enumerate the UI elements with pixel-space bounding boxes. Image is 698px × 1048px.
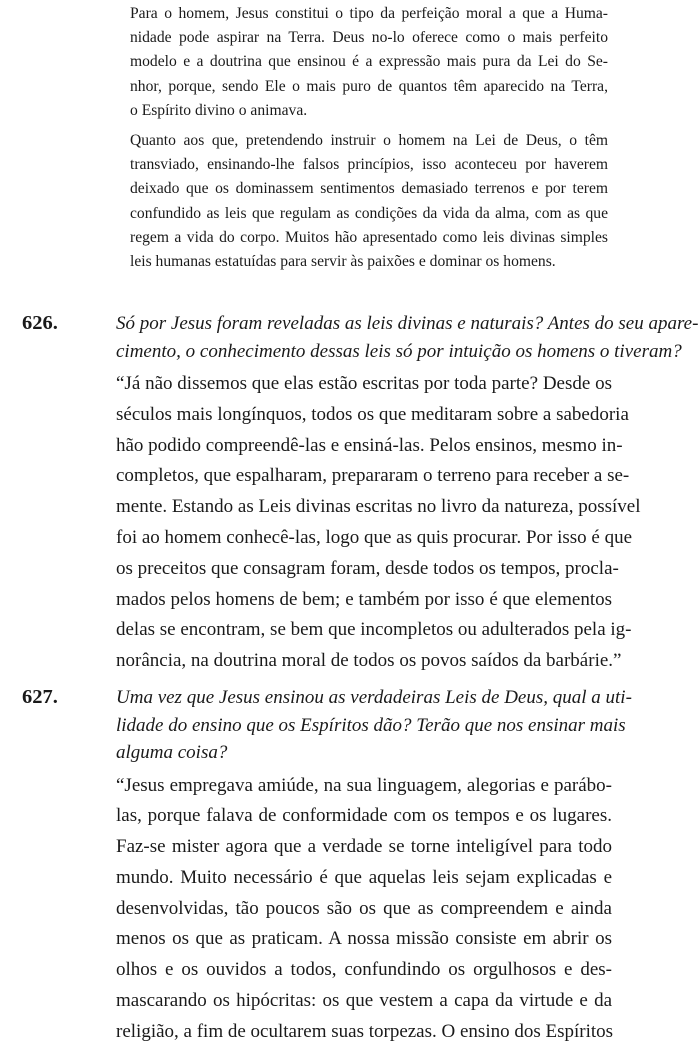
question-block-627 xyxy=(116,684,632,1048)
commentary-paragraph-2 xyxy=(130,129,608,274)
answer-line: Faz-se mister agora que a verdade se torne inteligível para todo xyxy=(116,836,612,858)
answer-line: “Jesus empregava amiúde, na sua linguagem, alegorias e parábo- xyxy=(116,774,612,796)
answer-line: séculos mais longínquos, todos os que meditaram sobre a sabedoria xyxy=(116,403,629,425)
answer-line: “Já não dissemos que elas estão escritas por toda parte? Desde os xyxy=(116,373,612,394)
commentary-line: nidade pode aspirar na Terra. Deus no-lo oferece como o mais perfeito xyxy=(130,29,608,47)
answer-line: desenvolvidas, tão poucos são os que as compreendem e ainda xyxy=(116,897,612,919)
commentary-block xyxy=(130,2,608,274)
question-number-626: 626. xyxy=(22,312,58,334)
answer-line: las, porque falava de conformidade com os tempos e os lugares. xyxy=(116,805,612,827)
answer-line: foi ao homem conhecê-las, logo que as quis procurar. Por isso é que xyxy=(116,526,633,548)
question-number-627: 627. xyxy=(22,686,58,708)
answer-text xyxy=(116,369,641,677)
question-text xyxy=(116,684,632,767)
commentary-line: deixado que os dominassem sentimentos demasiado terrenos e por terem xyxy=(130,180,608,198)
answer-line: os preceitos que consagram foram, desde todos os tempos, procla- xyxy=(116,557,619,579)
commentary-line: o Espírito divino o animava. xyxy=(130,101,308,119)
question-line: Só por Jesus foram reveladas as leis divinas e naturais? Antes do seu apare- xyxy=(116,313,698,334)
answer-line: mados pelos homens de bem; e também por isso é que elementos xyxy=(116,588,612,610)
answer-line: delas se encontram, se bem que incompletos ou adulterados pela ig- xyxy=(116,619,632,641)
answer-line: olhos e os ouvidos a todos, confundindo os orgulhosos e des- xyxy=(116,959,612,981)
answer-text xyxy=(116,771,612,1048)
commentary-line: leis humanas estatuídas para servir às paixões e dominar os homens. xyxy=(130,252,556,270)
commentary-line: Para o homem, Jesus constitui o tipo da perfeição moral a que a Huma- xyxy=(130,5,608,22)
answer-line: religião, a fim de ocultarem suas torpezas. O ensino dos Espíritos xyxy=(116,1020,614,1042)
answer-line: menos os que as praticam. A nossa missão consiste em abrir os xyxy=(116,928,612,950)
commentary-line: nhor, porque, sendo Ele o mais puro de quantos têm aparecido na Terra, xyxy=(130,77,608,95)
answer-line: hão podido compreendê-las e ensiná-las. Pelos ensinos, mesmo in- xyxy=(116,434,623,456)
question-line: lidade do ensino que os Espíritos dão? Terão que nos ensinar mais xyxy=(116,714,626,736)
commentary-paragraph-1 xyxy=(130,2,608,123)
answer-line: mundo. Muito necessário é que aquelas leis sejam explicadas e xyxy=(116,866,612,888)
commentary-line: confundido as leis que regulam as condições da vida da alma, com as que xyxy=(130,204,608,222)
commentary-line: modelo e a doutrina que ensinou é a expressão mais pura da Lei do Se- xyxy=(130,53,608,71)
commentary-line: Quanto aos que, pretendendo instruir o homem na Lei de Deus, o têm xyxy=(130,131,608,149)
question-block-626 xyxy=(116,310,698,677)
commentary-line: regem a vida do corpo. Muitos hão apresentado como leis divinas simples xyxy=(130,228,608,246)
answer-line: norância, na doutrina moral de todos os povos saídos da barbárie.” xyxy=(116,650,622,672)
question-text xyxy=(116,310,698,365)
answer-line: completos, que espalharam, prepararam o terreno para receber a se- xyxy=(116,465,630,487)
question-line: cimento, o conhecimento dessas leis só por intuição os homens o tiveram? xyxy=(116,340,682,362)
commentary-line: transviado, ensinando-lhe falsos princípios, isso aconteceu por haverem xyxy=(130,156,608,174)
question-line: alguma coisa? xyxy=(116,742,228,763)
answer-line: mente. Estando as Leis divinas escritas no livro da natureza, possível xyxy=(116,496,641,518)
question-line: Uma vez que Jesus ensinou as verdadeiras Leis de Deus, qual a uti- xyxy=(116,687,632,708)
answer-line: mascarando os hipócritas: os que vestem a capa da virtude e da xyxy=(116,990,612,1012)
